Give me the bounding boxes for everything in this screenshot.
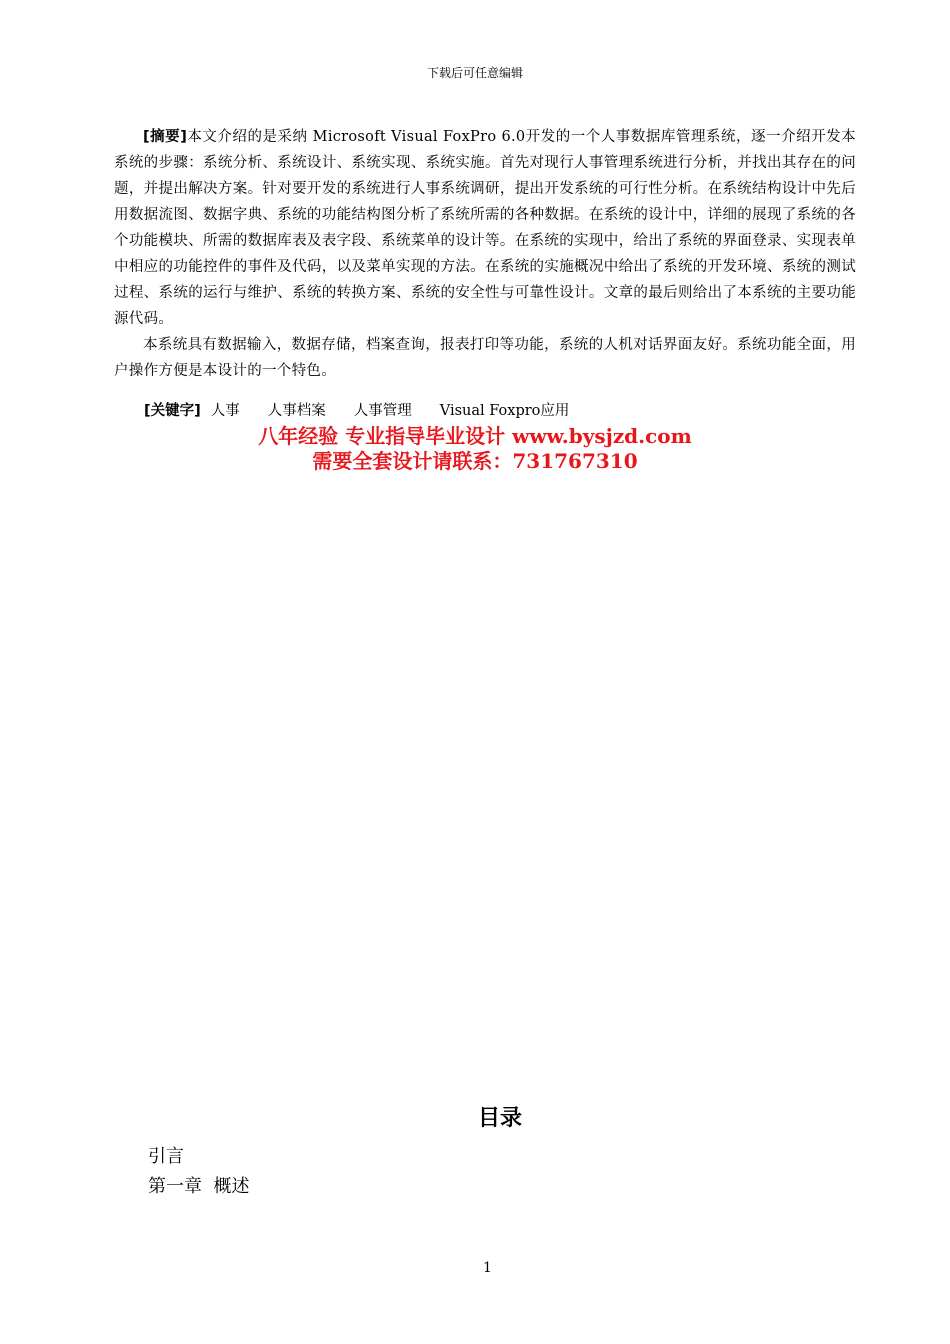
abstract-label: [摘要]	[143, 129, 188, 145]
keyword-item: 人事	[210, 403, 240, 419]
abstract-text-1: 本文介绍的是采纳 Microsoft Visual FoxPro 6.0开发的一个人事数据库管理系统，逐一介绍开发本系统的步骤：系统分析、系统设计、系统实现、系统实施。首先对现行人事管理系统进行分析，并找出其存在的问题，并提出解决方案。针对要开发的系统进行人事系统调研，提出开发系统的可行性分析。在系统结构设计中先后用数据流图、数据字典、系统的功能结构图分析了系统所需的各种数据。在系统的设计中，详细的展现了系统的各个功能模块、所需的数据库表及表字段、系统菜单的设计等。在系统的实现中，给出了系统的界面登录、实现表单中相应的功能控件的事件及代码，以及菜单实现的方法。在系统的实施概况中给出了系统的开发环境、系统的测试过程、系统的运行与维护、系统的转换方案、系统的安全性与可靠性设计。文章的最后则给出了本系统的主要功能源代码。	[114, 129, 856, 327]
abstract-paragraph-1	[114, 124, 856, 332]
toc-list	[148, 1142, 249, 1202]
keyword-item: 人事档案	[267, 403, 326, 419]
page-number: 1	[483, 1260, 492, 1276]
toc-entry-intro: 引言	[148, 1146, 184, 1167]
keyword-item: Visual Foxpro应用	[439, 403, 570, 419]
abstract-paragraph-2: 本系统具有数据输入，数据存储，档案查询，报表打印等功能，系统的人机对话界面友好。系统功能全面，用户操作方便是本设计的一个特色。	[114, 337, 856, 379]
abstract-section	[114, 124, 856, 384]
promo-line-2: 需要全套设计请联系：731767310	[312, 449, 638, 473]
toc-entry-chapter-1: 第一章 概述	[148, 1176, 250, 1197]
keywords-label: [关键字]	[144, 403, 201, 419]
toc-title: 目录	[477, 1106, 522, 1131]
keywords-line	[144, 398, 856, 424]
keyword-item: 人事管理	[353, 403, 412, 419]
promo-line-1: 八年经验 专业指导毕业设计 www.bysjzd.com	[258, 424, 692, 448]
page-header: 下载后可任意编辑	[426, 66, 523, 80]
